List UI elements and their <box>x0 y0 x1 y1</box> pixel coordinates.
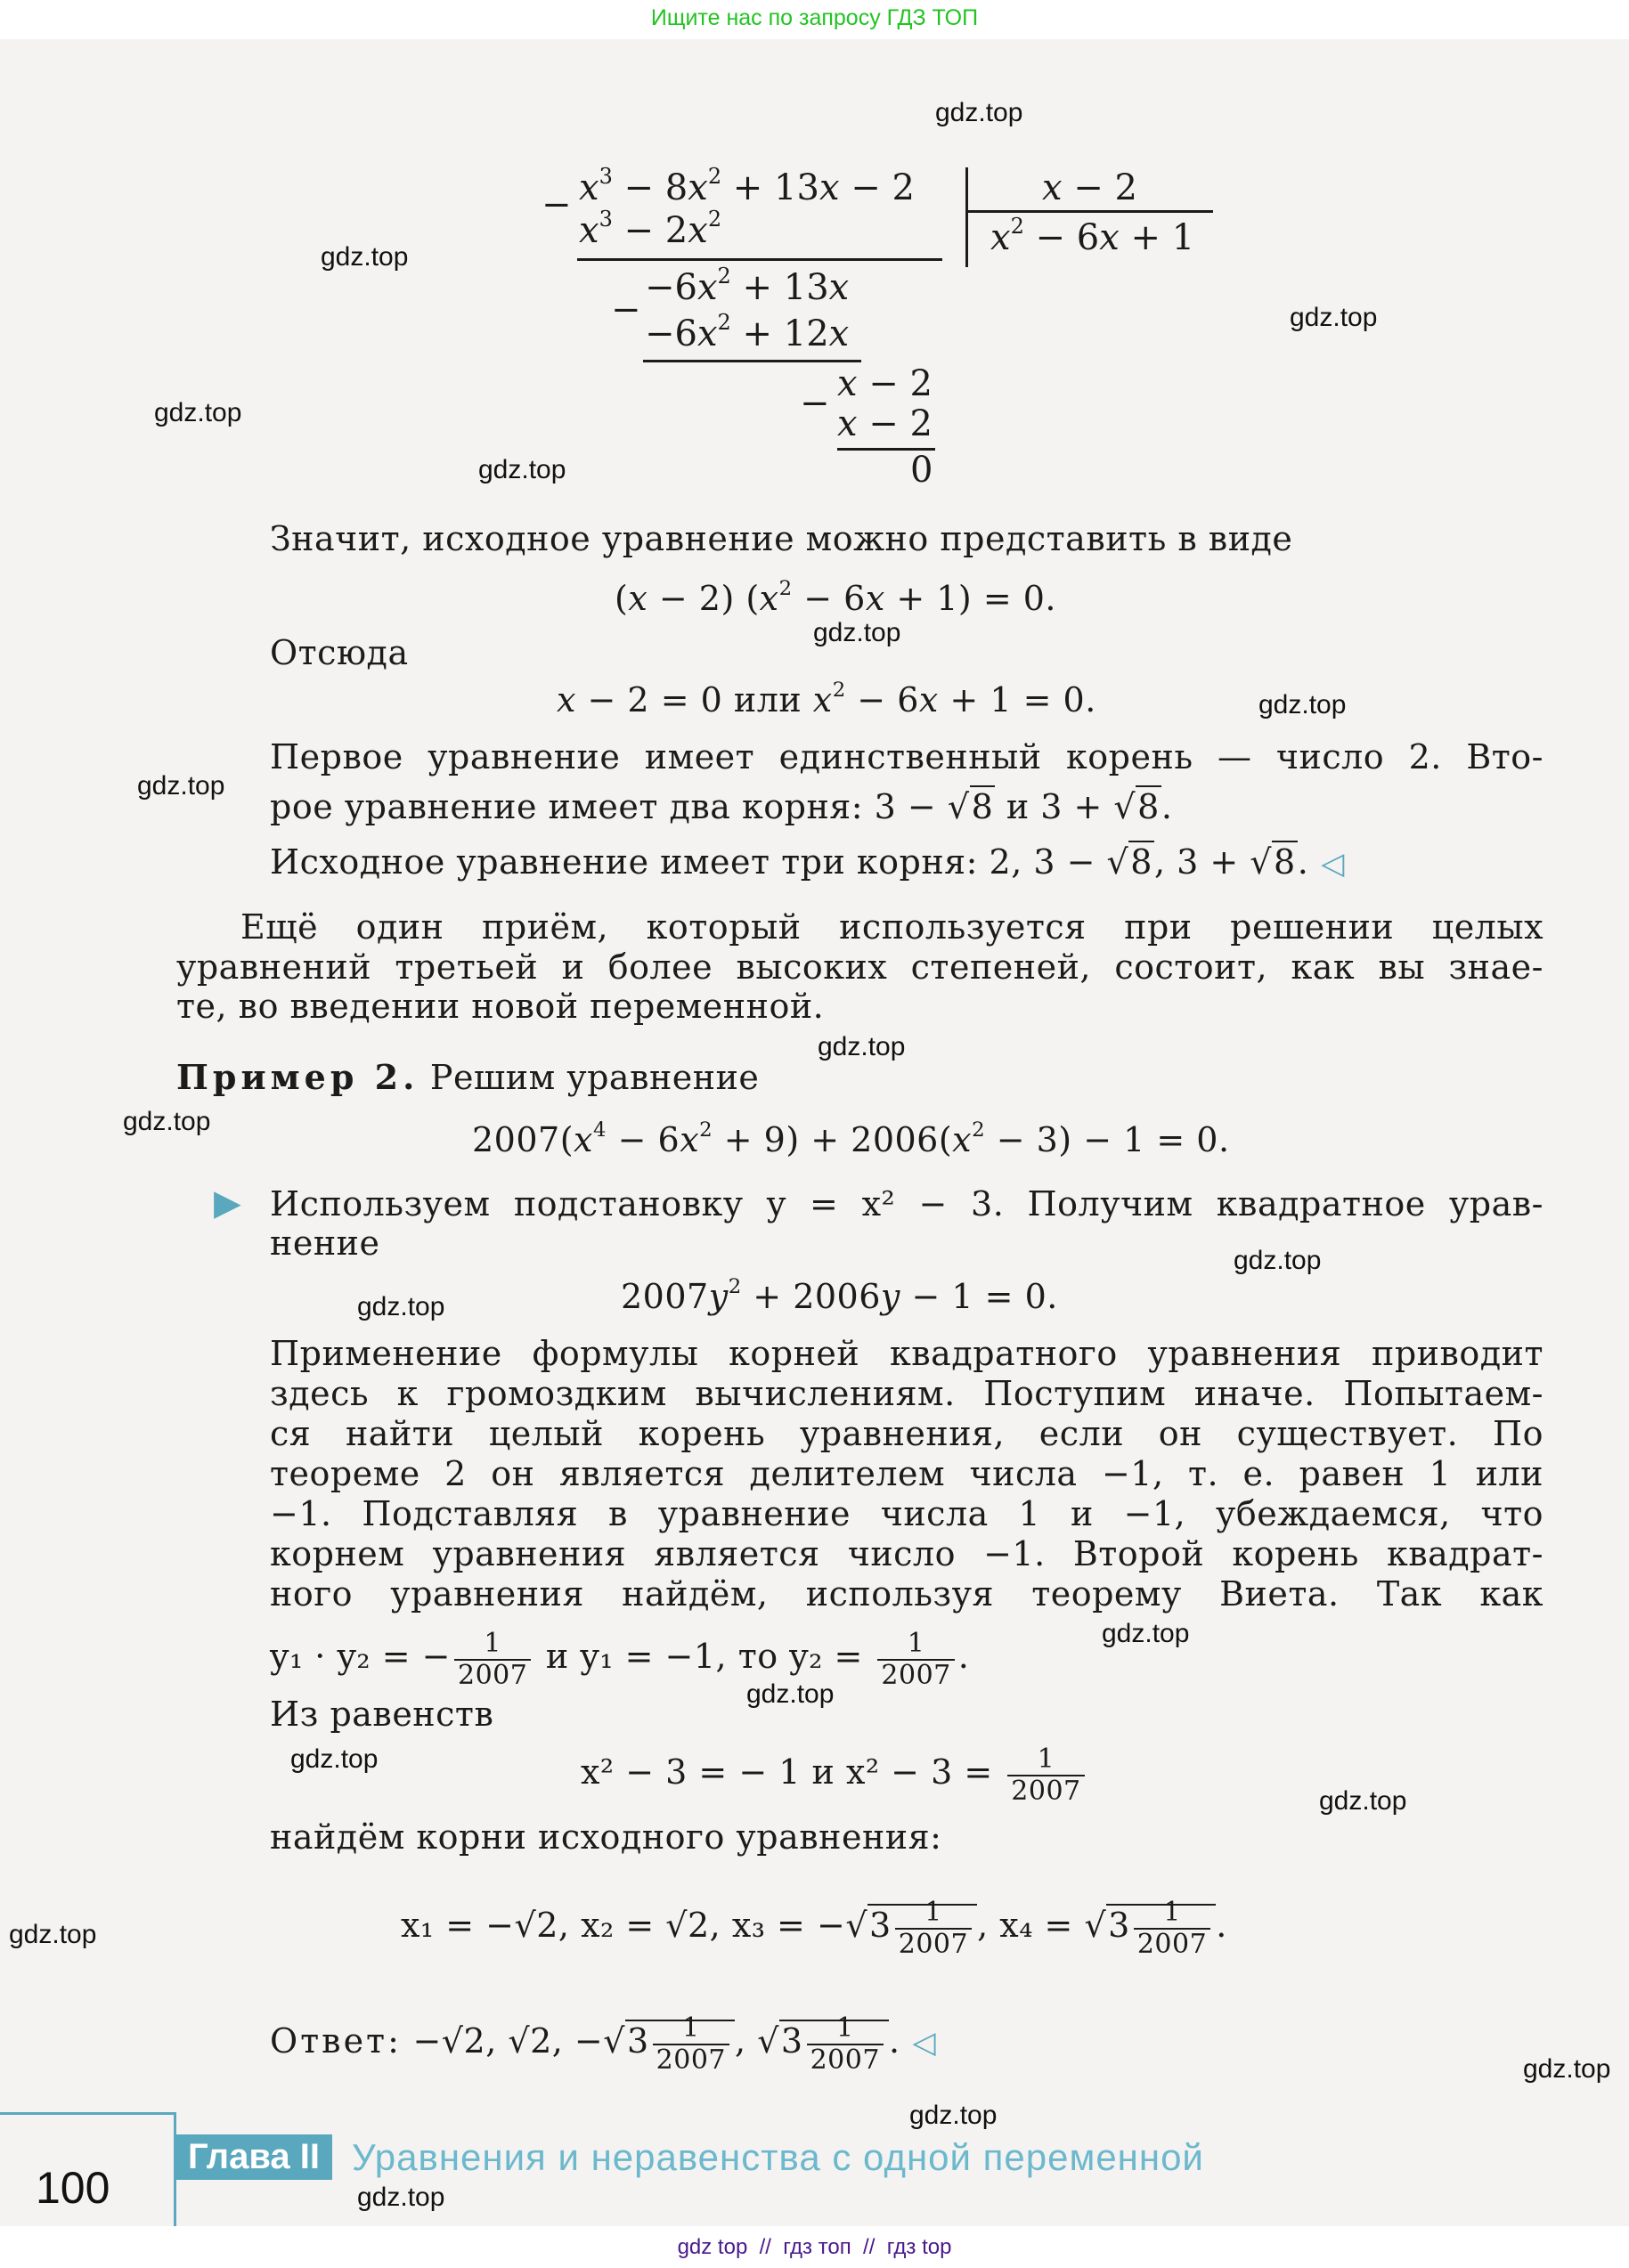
subtract-2: $-6x^2 + 12x$ <box>645 310 850 354</box>
sqrt-mixed: √3 $\frac{1}{2007}$ <box>845 1888 977 1963</box>
text-span: . <box>1161 787 1173 826</box>
minus-sign: − <box>800 383 830 424</box>
paragraph-line: Используем подстановку y = x² − 3. Получим квадратное урав- <box>270 1184 1543 1223</box>
text-span: . <box>1216 1906 1227 1945</box>
minus-sign: − <box>611 289 641 330</box>
radicand <box>625 2012 735 2076</box>
denominator: 2007 <box>653 2044 729 2076</box>
denominator: 2007 <box>807 2044 884 2076</box>
example-heading <box>176 1058 759 1097</box>
text-span: x² − 3 = <box>845 1752 1005 1792</box>
paragraph-line: Отсюда <box>270 633 409 672</box>
paragraph-line <box>270 787 1172 826</box>
denominator: 2007 <box>877 1659 954 1691</box>
text-span: . <box>1297 842 1309 882</box>
top-banner <box>0 0 1629 39</box>
text-span: . <box>888 2021 900 2061</box>
paragraph-line: ся найти целый корень уравнения, если он существует. По <box>270 1414 1543 1453</box>
text-span: y₁ · y₂ = − <box>270 1637 451 1676</box>
watermark: gdz.top <box>1319 1786 1407 1816</box>
watermark: gdz.top <box>357 1292 445 1321</box>
text-span: −√2, √2, − <box>401 2021 604 2061</box>
watermark: gdz.top <box>909 2101 998 2130</box>
quotient: $x^2 - 6x + 1$ <box>990 214 1195 258</box>
remainder-2: x − 2 <box>837 363 933 404</box>
text-span: и <box>800 1752 846 1792</box>
sqrt-8: √8 <box>1250 842 1296 882</box>
paragraph-line: Применение формулы корней квадратного уравнения приводит <box>270 1334 1543 1373</box>
watermark: gdz.top <box>290 1744 379 1774</box>
chapter-title: Уравнения и неравенства с одной переменной <box>352 2136 1204 2178</box>
paragraph-line: Из равенств <box>270 1695 494 1734</box>
radicand <box>867 1896 977 1960</box>
paragraph-line: нение <box>270 1223 380 1263</box>
numerator: 1 <box>907 1627 925 1659</box>
fraction <box>653 2013 729 2076</box>
text-span: и y₁ = −1, то y₂ = <box>534 1637 875 1676</box>
equation-cases: x − 2 = 0 или $x^2 - 6x + 1 = 0$. <box>557 678 1096 719</box>
root-x3-label: x₃ = − <box>731 1906 846 1945</box>
root-x4-label: x₄ = <box>999 1906 1085 1945</box>
watermark: gdz.top <box>321 242 409 272</box>
rule <box>577 258 942 261</box>
denominator: 2007 <box>895 1928 972 1960</box>
denominator: 2007 <box>1134 1928 1210 1960</box>
denominator: 2007 <box>1007 1775 1084 1807</box>
root-x1: x₁ = −√2, <box>401 1906 570 1945</box>
radicand-int: 3 <box>869 1906 892 1945</box>
radicand-int: 3 <box>626 2021 649 2061</box>
fraction <box>1007 1744 1084 1807</box>
remainder-final: 0 <box>910 450 933 491</box>
rule <box>643 360 861 362</box>
watermark: gdz.top <box>478 455 566 484</box>
bottom-banner <box>0 2226 1629 2268</box>
example-text: Решим уравнение <box>419 1058 760 1097</box>
sqrt-8: √8 <box>947 787 994 826</box>
watermark: gdz.top <box>123 1107 211 1136</box>
paragraph-line: Ещё один приём, который используется при решении целых <box>240 907 1543 947</box>
solution-end-icon: ◁ <box>1321 846 1345 882</box>
numerator: 1 <box>1163 1896 1181 1928</box>
radicand-int: 3 <box>1108 1906 1130 1945</box>
paragraph-line: −1. Подставляя в уравнение числа 1 и −1, убеждаемся, что <box>270 1494 1543 1533</box>
watermark: gdz.top <box>154 398 242 427</box>
equation-pair <box>581 1736 1088 1808</box>
page-number: 100 <box>36 2163 110 2213</box>
roots-line: x₁ = −√2, x₂ = √2, x₃ = −√3 $\frac{1}{2007}$ , x₄ = √3 $\frac{1}{2007}$ . <box>401 1888 1227 1963</box>
paragraph-line: здесь к громоздким вычислениям. Поступим иначе. Попытаем- <box>270 1374 1543 1413</box>
numerator: 1 <box>682 2012 700 2044</box>
paragraph-line: те, во введении новой переменной. <box>176 987 825 1026</box>
remainder-1: $-6x^2 + 13x$ <box>645 264 850 308</box>
fraction <box>454 1629 531 1691</box>
radicand-int: 3 <box>780 2021 803 2061</box>
fraction <box>807 2013 884 2076</box>
division-bracket <box>965 167 968 267</box>
radicand <box>1106 1896 1216 1960</box>
radicand: 8 <box>1137 787 1160 826</box>
text-span: рое уравнение имеет два корня: 3 − <box>270 787 948 826</box>
solution-end-icon: ◁ <box>912 2025 937 2061</box>
text-span: Исходное уравнение имеет три корня: 2, 3 − <box>270 842 1107 882</box>
watermark: gdz.top <box>1102 1619 1190 1648</box>
solution-start-icon: ▶ <box>214 1183 241 1223</box>
vieta-line <box>270 1621 969 1692</box>
paragraph-line: Первое уравнение имеет единственный корень — число 2. Вто- <box>270 737 1543 776</box>
paragraph-line: ного уравнения найдём, используя теорему Виета. Так как <box>270 1574 1543 1614</box>
dividend: $x^3 - 8x^2 + 13x - 2$ <box>579 164 915 208</box>
subtract-1: $x^3 - 2x^2$ <box>579 207 722 251</box>
fraction <box>895 1898 972 1960</box>
paragraph-line: Значит, исходное уравнение можно представить в виде <box>270 519 1293 558</box>
radicand: 8 <box>1274 842 1296 882</box>
answer-label: Ответ: <box>270 2021 402 2061</box>
watermark: gdz.top <box>137 771 225 801</box>
paragraph-line: корнем уравнения является число −1. Второй корень квадрат- <box>270 1534 1543 1573</box>
numerator: 1 <box>835 2012 854 2044</box>
paragraph-line <box>270 842 1345 883</box>
subtract-3: x − 2 <box>837 403 933 444</box>
text-span: . <box>957 1637 970 1676</box>
fraction <box>877 1629 954 1691</box>
text-span: , <box>735 2021 758 2061</box>
watermark: gdz.top <box>1258 690 1347 719</box>
bottom-banner-text: gdz top // гдз топ // гдз top <box>677 2235 952 2259</box>
minus-sign: − <box>542 184 572 225</box>
root-x2: x₂ = √2, <box>581 1906 721 1945</box>
sqrt-mixed: √3 $\frac{1}{2007}$ <box>603 2004 735 2078</box>
sqrt-mixed: √3 $\frac{1}{2007}$ <box>757 2004 889 2078</box>
watermark: gdz.top <box>1234 1246 1322 1275</box>
or-word: или <box>733 680 802 719</box>
example-label: Пример 2. <box>176 1057 419 1097</box>
watermark: gdz.top <box>9 1920 97 1949</box>
text-span: , 3 + <box>1153 842 1250 882</box>
sqrt-mixed: √3 $\frac{1}{2007}$ <box>1084 1888 1216 1963</box>
divisor: x − 2 <box>1042 167 1137 208</box>
equation-main: $2007(x^4 - 6x^2 + 9) + 2006(x^2 - 3) - 1 = 0$. <box>472 1118 1230 1159</box>
paragraph-line: теореме 2 он является делителем числа −1, т. е. равен 1 или <box>270 1454 1543 1493</box>
radicand: 8 <box>1130 842 1153 882</box>
equation-substituted: $2007y^2 + 2006y - 1 = 0$. <box>621 1274 1058 1316</box>
answer-line <box>270 2004 936 2080</box>
watermark: gdz.top <box>935 98 1023 127</box>
radicand <box>779 2012 889 2076</box>
watermark: gdz.top <box>813 618 901 647</box>
radicand: 8 <box>971 787 994 826</box>
watermark: gdz.top <box>1523 2054 1611 2084</box>
paragraph-line: уравнений третьей и более высоких степеней, состоит, как вы знае- <box>176 947 1543 987</box>
footer-rule <box>0 2112 175 2115</box>
sqrt-8: √8 <box>1106 842 1153 882</box>
paragraph-line: найдём корни исходного уравнения: <box>270 1817 942 1857</box>
chapter-label: Глава II <box>175 2134 332 2180</box>
denominator: 2007 <box>454 1659 531 1691</box>
text-span: и 3 + <box>995 787 1114 826</box>
sqrt-8: √8 <box>1113 787 1160 826</box>
equation-factored: (x − 2) $(x^2 - 6x + 1) = 0$. <box>615 576 1057 618</box>
watermark: gdz.top <box>357 2183 445 2212</box>
watermark: gdz.top <box>818 1032 906 1061</box>
watermark: gdz.top <box>1290 303 1378 332</box>
text-span: x² − 3 = − 1 <box>581 1752 801 1792</box>
watermark: gdz.top <box>746 1679 835 1709</box>
numerator: 1 <box>1037 1743 1055 1775</box>
numerator: 1 <box>484 1627 501 1659</box>
fraction <box>1134 1898 1210 1960</box>
banner-text: Ищите нас по запросу ГДЗ ТОП <box>650 5 979 30</box>
numerator: 1 <box>924 1896 942 1928</box>
rule <box>965 210 1213 213</box>
